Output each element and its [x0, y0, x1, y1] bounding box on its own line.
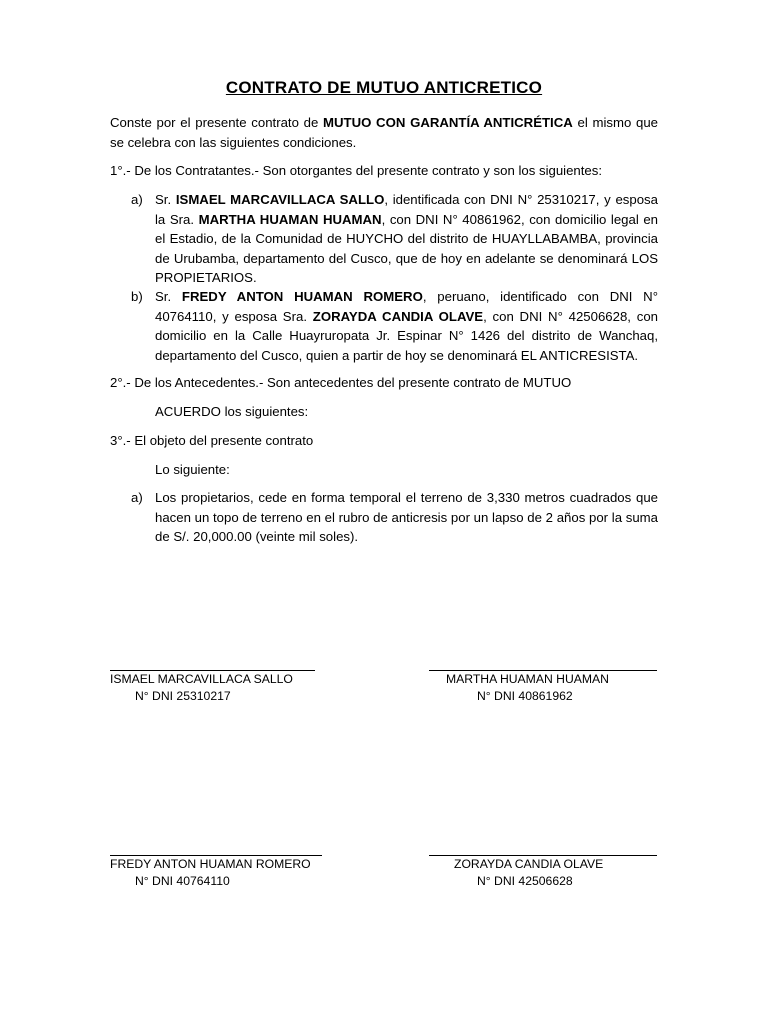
item-b-text-1: Sr. [155, 289, 182, 304]
acuerdo-line: ACUERDO los siguientes: [155, 404, 309, 419]
section-3-heading: 3°.- El objeto del presente contrato [110, 433, 314, 448]
signature-block-3 [110, 854, 322, 890]
signature-block-1 [110, 669, 315, 705]
signatory-name: MARTHA HUAMAN HUAMAN [446, 672, 609, 686]
item-b-text-3: , con DNI N° 42506628, con domicilio en la Calle Huayruropata Jr. Espinar N° 1426 del distrito de Wanchaq, departamento del Cusco, quien a partir de hoy se denominará EL ANTICRESISTA. [155, 308, 658, 363]
lo-siguiente-line: Lo siguiente: [155, 462, 230, 477]
document-title: CONTRATO DE MUTUO ANTICRETICO [225, 78, 543, 97]
list-item-b [110, 287, 658, 365]
signature-block-4 [429, 854, 657, 890]
list-marker-a: a) [131, 192, 143, 207]
signatory-name: ISMAEL MARCAVILLACA SALLO [110, 672, 293, 686]
list-item-a [110, 190, 658, 288]
intro-text-end: el mismo que se celebra con las siguientes condiciones. [110, 115, 659, 150]
object-text: Los propietarios, cede en forma temporal el terreno de 3,330 metros cuadrados que hacen un topo de terreno en el rubro de anticresis por un lapso de 2 años por la suma de S/. 20,000.00 (veinte mil soles). [155, 490, 658, 544]
creditor-name-1: FREDY ANTON HUAMAN ROMERO [181, 289, 423, 304]
item-a-text-3: , con DNI N° 40861962, con domicilio legal en el Estadio, de la Comunidad de HUYCHO del distrito de HUAYLLABAMBA, provincia de Urubamba, departamento del Cusco, que de hoy en adelante se denominará LOS PROPIETARIOS. [155, 211, 659, 285]
signatory-dni: N° DNI 25310217 [135, 689, 231, 703]
owner-name-2: MARTHA HUAMAN HUAMAN [198, 211, 382, 227]
list-marker-object: a) [131, 490, 143, 505]
signatory-dni: N° DNI 40764110 [135, 874, 230, 888]
signatory-dni: N° DNI 40861962 [477, 689, 573, 703]
intro-paragraph [110, 113, 658, 152]
signature-block-2 [429, 669, 657, 705]
signatory-dni: N° DNI 42506628 [477, 874, 573, 888]
section-2-heading: 2°.- De los Antecedentes.- Son antecedentes del presente contrato de MUTUO [110, 375, 572, 390]
signatory-name: FREDY ANTON HUAMAN ROMERO [110, 857, 311, 871]
signatory-name: ZORAYDA CANDIA OLAVE [454, 857, 604, 871]
contract-type-bold: MUTUO CON GARANTÍA ANTICRÉTICA [323, 115, 573, 130]
item-a-text-2: , identificada con DNI N° 25310217, y esposa la Sra. [155, 192, 658, 227]
object-list-item [110, 488, 658, 547]
list-marker-b: b) [131, 289, 143, 304]
item-a-text-1: Sr. [155, 192, 176, 207]
creditor-name-2: ZORAYDA CANDIA OLAVE [312, 308, 484, 324]
section-1-heading: 1°.- De los Contratantes.- Son otorgantes del presente contrato y son los siguientes: [110, 163, 603, 178]
item-b-text-2: , peruano, identificado con DNI N° 40764110, y esposa Sra. [155, 289, 658, 324]
intro-text-start: Conste por el presente contrato de [110, 115, 323, 130]
owner-name-1: ISMAEL MARCAVILLACA SALLO [175, 192, 385, 207]
